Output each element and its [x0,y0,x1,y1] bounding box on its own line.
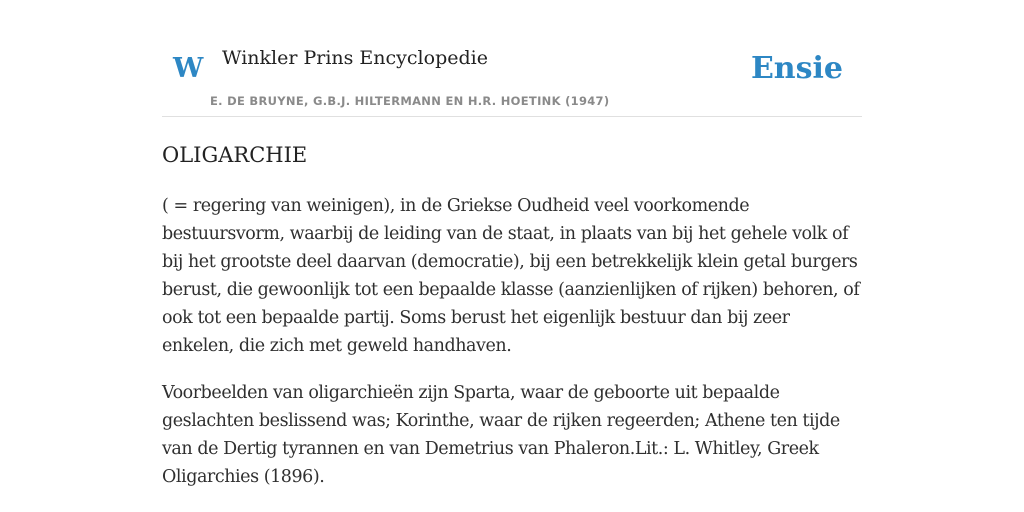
page [162,0,862,487]
entry-body [162,192,862,510]
winkler-prins-logo[interactable]: W [173,53,204,84]
entry-title: OLIGARCHIE [162,143,308,167]
entry-paragraph: Voorbeelden van oligarchieën zijn Sparta, waar de geboorte uit bepaalde geslachten beslissend was; Korinthe, waar de rijken regeerden; Athene ten tijde van de Dertig tyrannen en van Demetrius van Phaleron.Lit.: L. Whitley, Greek Oligarchies (1896). [162,383,840,487]
entry-paragraph: ( = regering van weinigen), in de Griekse Oudheid veel voorkomende bestuursvorm, waarbij de leiding van de staat, in plaats van bij het gehele volk of bij het grootste deel daarvan (democratie), bij een betrekkelijk klein getal burgers berust, die gewoonlijk tot een bepaalde klasse (aanzienlijken of rijken) behoren, of ook tot een bepaalde partij. Soms berust het eigenlijk bestuur dan bij zeer enkelen, die zich met geweld handhaven. [162,196,860,356]
ensie-brand-logo[interactable]: Ensie [750,51,843,86]
publication-title[interactable]: Winkler Prins Encyclopedie [222,47,488,69]
header [162,0,862,117]
authors-line: E. DE BRUYNE, G.B.J. HILTERMANN EN H.R. HOETINK (1947) [210,94,610,108]
